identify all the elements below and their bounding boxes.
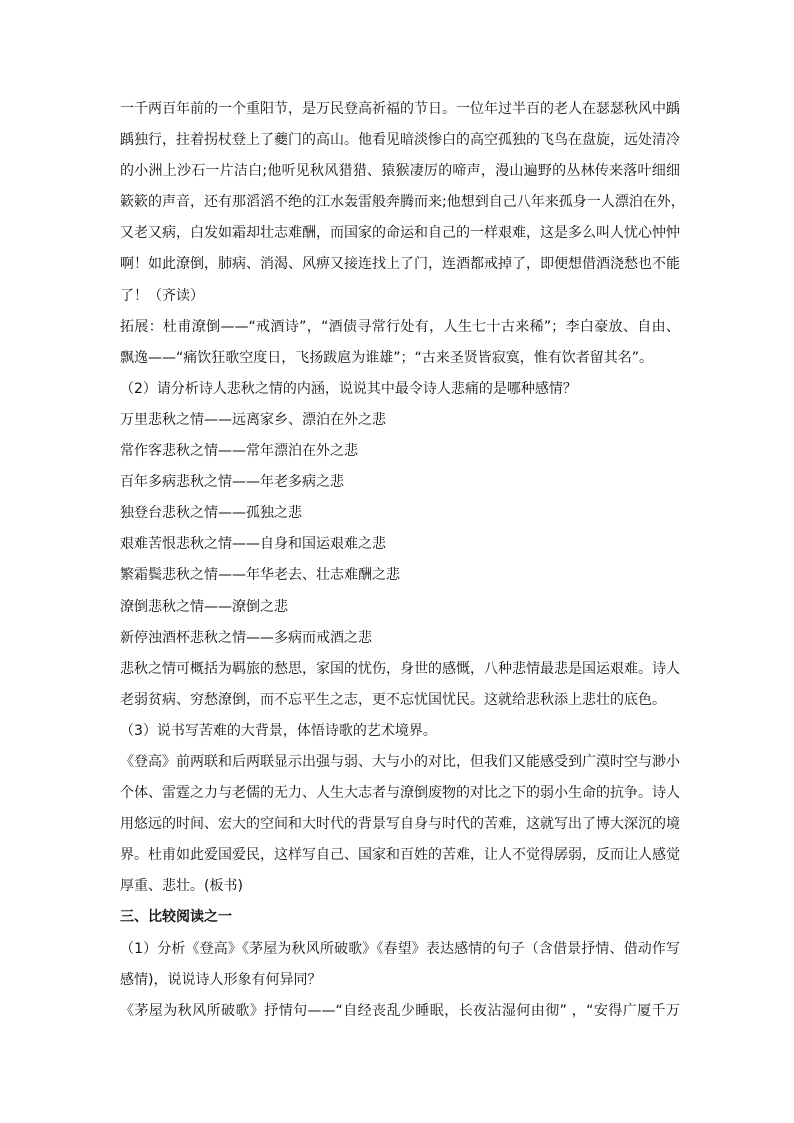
text-line: 《登高》前两联和后两联显示出强与弱、大与小的对比，但我们又能感受到广漠时空与渺小 bbox=[120, 753, 680, 770]
text-line: 啊！如此潦倒，肺病、消渴、风痹又接连找上了门，连酒都戒掉了，即便想借酒浇愁也不能 bbox=[120, 256, 680, 273]
list-item: 常作客悲秋之情——常年漂泊在外之悲 bbox=[120, 443, 358, 460]
list-item: 独登台悲秋之情——孤独之悲 bbox=[120, 505, 302, 522]
text-line: 用悠远的时间、宏大的空间和大时代的背景写自身与时代的苦难，这就写出了博大深沉的境 bbox=[120, 816, 680, 833]
text-line: 界。杜甫如此爱国爱民，这样写自己、国家和百姓的苦难，让人不觉得孱弱，反而让人感觉 bbox=[120, 847, 680, 864]
list-item: 新停浊酒杯悲秋之情——多病而戒酒之悲 bbox=[120, 629, 372, 646]
extension-paragraph bbox=[120, 312, 680, 374]
text-line: 簌簌的声音，还有那滔滔不绝的江水轰雷般奔腾而来;他想到自己八年来孤身一人漂泊在外， bbox=[120, 194, 685, 211]
list-item: 繁霜鬓悲秋之情——年华老去、壮志难酬之悲 bbox=[120, 567, 400, 584]
document-page bbox=[120, 94, 685, 1027]
text-line: 了！（齐读） bbox=[120, 287, 204, 304]
text-line: 个体、雷霆之力与老儒的无力、人生大志者与潦倒废物的对比之下的弱小生命的抗争。诗人 bbox=[120, 785, 680, 802]
intro-paragraph bbox=[120, 94, 685, 312]
question-2 bbox=[120, 374, 680, 716]
text-line: 《茅屋为秋风所破歌》抒情句——“自经丧乱少睡眠，长夜沾湿何由彻” ，“安得广厦千万 bbox=[120, 1002, 680, 1019]
text-line: 的小洲上沙石一片洁白;他听见秋风猎猎、猿猴凄厉的啼声，漫山遍野的丛林传来落叶细细 bbox=[120, 163, 680, 180]
text-line: 踽独行，拄着拐杖登上了夔门的高山。他看见暗淡惨白的高空孤独的飞鸟在盘旋，远处清冷 bbox=[120, 132, 680, 149]
section-3 bbox=[120, 902, 680, 1026]
text-line: 悲秋之情可概括为羁旅的愁思，家国的忧伤，身世的感慨，八种悲情最悲是国运艰难。诗人 bbox=[120, 660, 680, 677]
question-heading: （3）说书写苦难的大背景，体悟诗歌的艺术境界。 bbox=[120, 722, 437, 739]
list-item: 潦倒悲秋之情——潦倒之悲 bbox=[120, 598, 288, 615]
question-3 bbox=[120, 716, 680, 903]
text-line: 拓展：杜甫潦倒——“戒酒诗”，“酒债寻常行处有，人生七十古来稀”；李白豪放、自由、 bbox=[120, 318, 680, 335]
list-item: 万里悲秋之情——远离家乡、漂泊在外之悲 bbox=[120, 411, 386, 428]
question-heading: （1）分析《登高》《茅屋为秋风所破歌》《春望》表达感情的句子（含借景抒情、借动作写 bbox=[120, 940, 680, 957]
text-line: 飘逸——“痛饮狂歌空度日，飞扬跋扈为谁雄”；“古来圣贤皆寂寞，惟有饮者留其名”。 bbox=[120, 349, 654, 366]
text-line: 厚重、悲壮。(板书) bbox=[120, 878, 243, 895]
text-line: 老弱贫病、穷愁潦倒，而不忘平生之志，更不忘忧国忧民。这就给悲秋添上悲壮的底色。 bbox=[120, 691, 666, 708]
text-line: 又老又病，白发如霜却壮志难酬，而国家的命运和自己的一样艰难，这是多么叫人忧心忡忡 bbox=[120, 225, 680, 242]
list-item: 百年多病悲秋之情——年老多病之悲 bbox=[120, 474, 344, 491]
text-line: 一千两百年前的一个重阳节，是万民登高祈福的节日。一位年过半百的老人在瑟瑟秋风中踽 bbox=[120, 101, 680, 117]
list-item: 艰难苦恨悲秋之情——自身和国运艰难之悲 bbox=[120, 536, 386, 553]
question-heading: 感情)，说说诗人形象有何异同？ bbox=[120, 971, 322, 988]
section-heading: 三、比较阅读之一 bbox=[120, 909, 232, 926]
question-heading: （2）请分析诗人悲秋之情的内涵，说说其中最令诗人悲痛的是哪种感情？ bbox=[120, 380, 577, 397]
